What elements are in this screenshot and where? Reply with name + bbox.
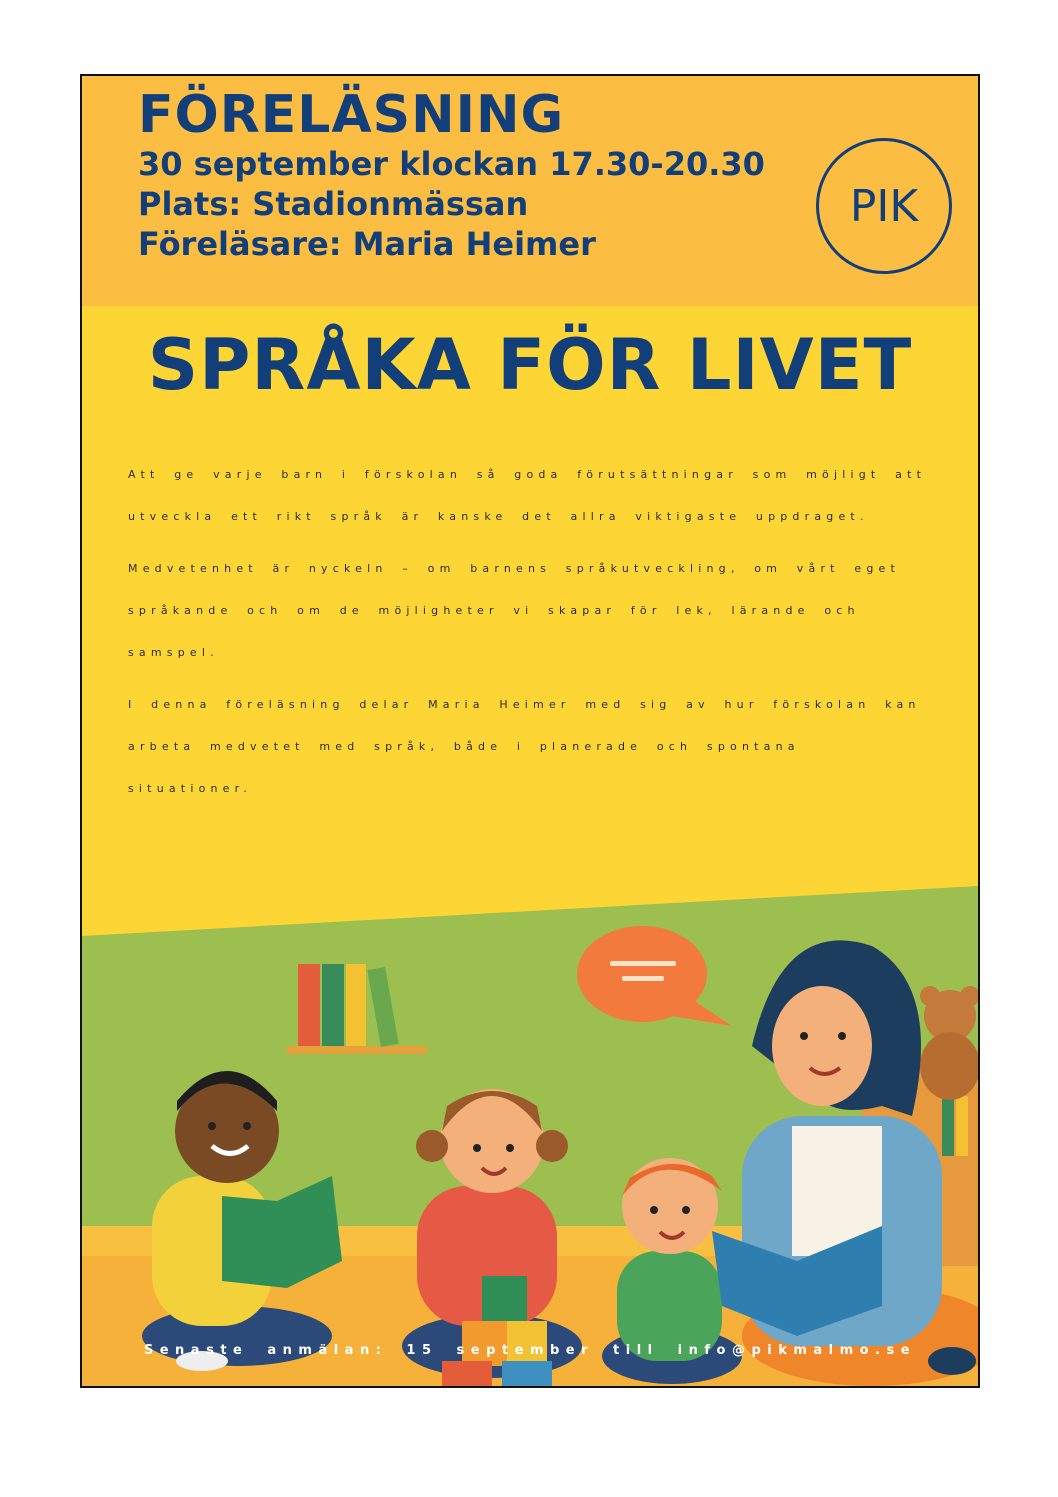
event-header — [138, 86, 765, 264]
paragraph: I denna föreläsning delar Maria Heimer med sig av hur förskolan kan arbeta medvetet med språk, både i planerade och spontana situationer. — [128, 698, 921, 795]
paragraph: Medvetenhet är nyckeln – om barnens språkutveckling, om vårt eget språkande och om de möjligheter vi skapar för lek, lärande och samspel. — [128, 562, 901, 659]
pik-logo — [816, 138, 952, 274]
main-title: SPRÅKA FÖR LIVET — [147, 324, 913, 406]
header-band-slant — [82, 276, 978, 316]
poster — [80, 74, 980, 1388]
paragraph: Att ge varje barn i förskolan så goda förutsättningar som möjligt att utveckla ett rikt språk är kanske det allra viktigaste uppdraget. — [128, 468, 927, 523]
event-place: Plats: Stadionmässan — [138, 185, 529, 223]
description — [128, 454, 928, 820]
event-speaker: Föreläsare: Maria Heimer — [138, 225, 596, 263]
registration-footer: Senaste anmälan: 15 september till info@pikmalmo.se — [143, 1343, 917, 1358]
event-type-heading: FÖRELÄSNING — [138, 85, 565, 145]
event-date: 30 september klockan 17.30-20.30 — [138, 145, 765, 183]
children-reading-illustration — [82, 856, 978, 1386]
pik-logo-text: PIK — [849, 180, 919, 232]
